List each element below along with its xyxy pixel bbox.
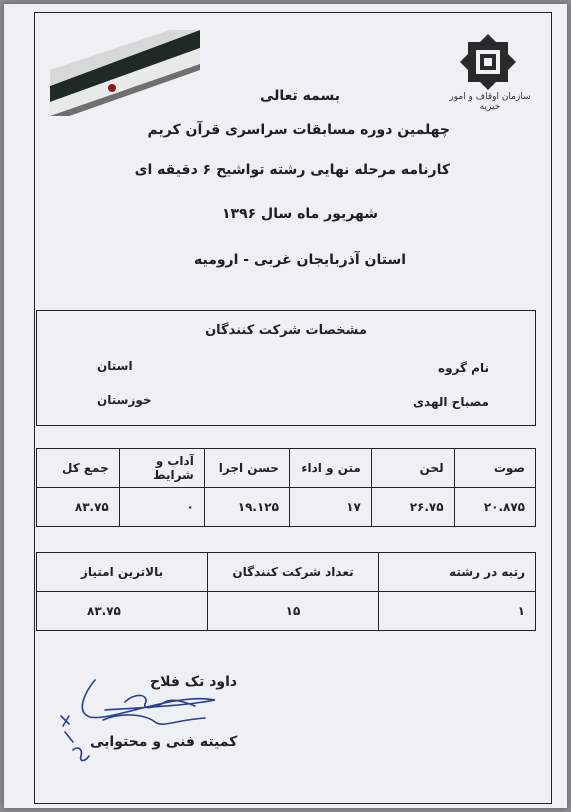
group-label: نام گروه: [438, 361, 489, 375]
group-value: مصباح الهدی: [413, 395, 489, 409]
participants-title: مشخصات شرکت کنندگان: [205, 323, 367, 338]
scores-table: [36, 448, 536, 527]
score-header-etiquette: آداب و شرایط: [119, 449, 204, 488]
logo-caption: سازمان اوقاف و امور خیریه: [449, 92, 531, 112]
handwritten-signature-icon: [55, 672, 225, 772]
signer-name: داود تک فلاح: [150, 674, 238, 690]
participants-section: [36, 310, 536, 426]
score-value-etiquette: ۰: [119, 488, 204, 527]
province-label: استان: [97, 359, 133, 373]
header-competition-title: چهلمین دوره مسابقات سراسری قرآن کریم: [147, 122, 450, 138]
score-value-voice: ۲۰.۸۷۵: [454, 488, 535, 527]
signer-role: کمیته فنی و محتوایی: [90, 734, 238, 750]
rank-value: ۱: [379, 592, 536, 631]
score-value-total: ۸۳.۷۵: [37, 488, 120, 527]
score-header-total: جمع کل: [37, 449, 120, 488]
scores-header-row: [37, 449, 536, 488]
score-header-voice: صوت: [454, 449, 535, 488]
header-report-title: کارنامه مرحله نهایی رشته تواشیح ۶ دقیقه ای: [134, 162, 450, 178]
score-value-performance: ۱۹.۱۲۵: [204, 488, 289, 527]
participants-count-value: ۱۵: [208, 592, 379, 631]
ranking-table: [36, 552, 536, 631]
highest-score-value: ۸۳.۷۵: [37, 592, 208, 631]
score-header-text: متن و اداء: [289, 449, 371, 488]
header-date: شهریور ماه سال ۱۳۹۶: [222, 206, 378, 222]
header-location: استان آذربایجان غربی - ارومیه: [193, 252, 407, 268]
header-basmala: بسمه تعالی: [259, 88, 341, 104]
ranking-header-row: [37, 553, 536, 592]
score-value-text: ۱۷: [289, 488, 371, 527]
participants-count-header: تعداد شرکت کنندگان: [208, 553, 379, 592]
scores-value-row: [37, 488, 536, 527]
highest-score-header: بالاترین امتیاز: [37, 553, 208, 592]
score-value-melody: ۲۶.۷۵: [371, 488, 454, 527]
score-header-melody: لحن: [371, 449, 454, 488]
province-value: خوزستان: [97, 393, 152, 407]
ranking-value-row: [37, 592, 536, 631]
score-header-performance: حسن اجرا: [204, 449, 289, 488]
rank-header: رتبه در رشته: [379, 553, 536, 592]
